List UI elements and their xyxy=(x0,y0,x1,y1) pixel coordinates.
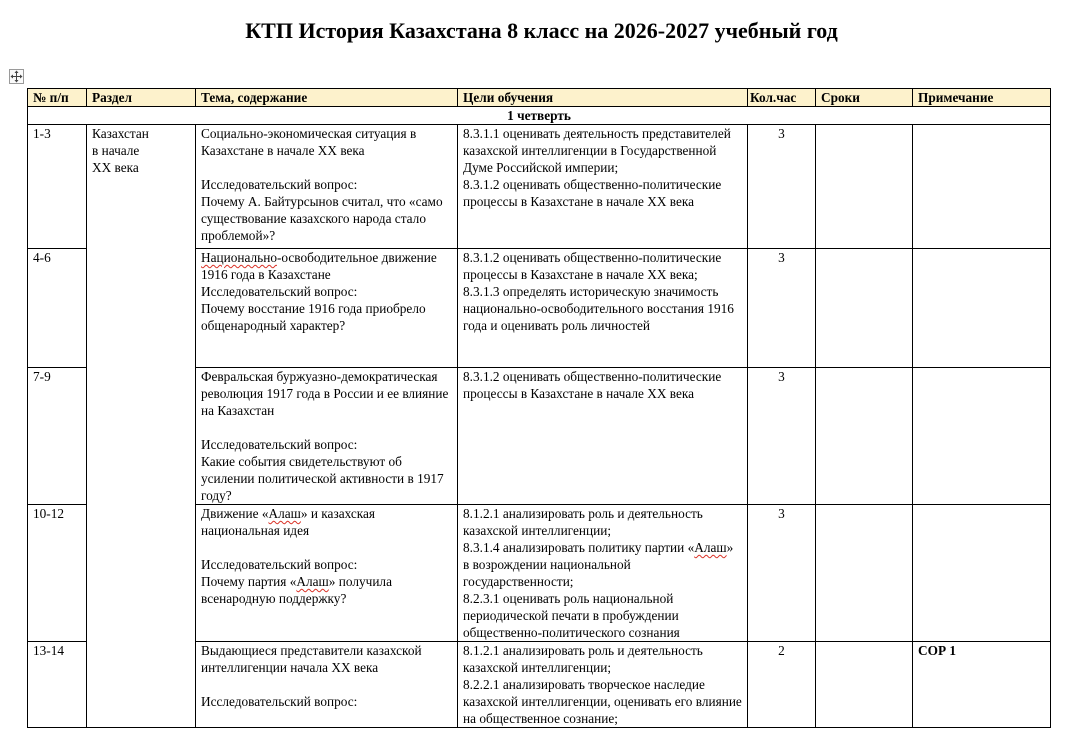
goals-cell: 8.1.2.1 анализировать роль и деятельность казахской интеллигенции; 8.2.2.1 анализировать творческое наследие казахской интеллигенции, оценивать его влияние на общественное сознание; xyxy=(458,642,748,728)
dates-cell xyxy=(816,505,913,642)
quarter-label: 1 четверть xyxy=(28,107,1051,125)
table-row xyxy=(28,642,1051,728)
goals-cell: 8.3.1.2 оценивать общественно-политические процессы в Казахстане в начале XX века xyxy=(458,368,748,505)
header-section: Раздел xyxy=(87,89,196,107)
plan-table xyxy=(27,88,1051,728)
header-number: № п/п xyxy=(28,89,87,107)
note-cell xyxy=(913,125,1051,249)
dates-cell xyxy=(816,249,913,368)
header-dates: Сроки xyxy=(816,89,913,107)
row-number: 4-6 xyxy=(28,249,87,368)
topic-cell: Выдающиеся представители казахской интеллигенции начала ХХ века Исследовательский вопрос: xyxy=(196,642,458,728)
hours-cell: 3 xyxy=(748,368,816,505)
topic-cell xyxy=(196,249,458,368)
table-header-row xyxy=(28,89,1051,107)
note-cell: СОР 1 xyxy=(913,642,1051,728)
table-row xyxy=(28,505,1051,642)
hours-cell: 3 xyxy=(748,505,816,642)
hours-cell: 3 xyxy=(748,125,816,249)
section-cell-continued xyxy=(87,368,196,505)
goals-text: 8.1.2.1 анализировать роль и деятельность казахской интеллигенции; 8.3.1.4 анализировать политику партии « xyxy=(463,506,703,555)
move-arrows-icon[interactable] xyxy=(9,69,24,84)
topic-cell xyxy=(196,505,458,642)
row-number: 7-9 xyxy=(28,368,87,505)
section-cell-continued xyxy=(87,642,196,728)
row-number: 13-14 xyxy=(28,642,87,728)
section-cell-continued xyxy=(87,249,196,368)
goals-cell: 8.3.1.2 оценивать общественно-политические процессы в Казахстане в начале XX века; 8.3.1.3 определять историческую значимость национально-освободительного восстания 1916 года и оценивать роль личностей xyxy=(458,249,748,368)
topic-cell: Февральская буржуазно-демократическая революция 1917 года в России и ее влияние на Казахстан Исследовательский вопрос: Какие события свидетельствуют об усилении политической активности в 1917 году? xyxy=(196,368,458,505)
spellcheck-word: Алаш xyxy=(694,540,727,555)
note-cell xyxy=(913,505,1051,642)
topic-text: Движение « xyxy=(201,506,269,521)
spellcheck-word: Алаш xyxy=(296,574,329,589)
dates-cell xyxy=(816,368,913,505)
note-cell xyxy=(913,249,1051,368)
section-cell-continued xyxy=(87,505,196,642)
dates-cell xyxy=(816,642,913,728)
goals-cell xyxy=(458,505,748,642)
header-hours: Кол.час xyxy=(748,89,816,107)
header-goals: Цели обучения xyxy=(458,89,748,107)
topic-cell: Социально-экономическая ситуация в Казахстане в начале ХХ века Исследовательский вопрос: Почему А. Байтурсынов считал, что «само существование казахского народа стало проблемой»? xyxy=(196,125,458,249)
hours-cell: 3 xyxy=(748,249,816,368)
hours-cell: 2 xyxy=(748,642,816,728)
quarter-row xyxy=(28,107,1051,125)
topic-text: » получила всенародную поддержку? xyxy=(201,574,392,606)
page-title: КТП История Казахстана 8 класс на 2026-2027 учебный год xyxy=(245,18,838,43)
goals-text: » в возрождении национальной государственности; 8.2.3.1 оценивать роль национальной периодической печати в пробуждении общественно-политического сознания xyxy=(463,540,734,640)
topic-text: -освободительное движение 1916 года в Казахстане Исследовательский вопрос: Почему восстание 1916 года приобрело общенародный характер? xyxy=(201,250,437,333)
goals-cell: 8.3.1.1 оценивать деятельность представителей казахской интеллигенции в Государственной Думе Российской империи; 8.3.1.2 оценивать общественно-политические процессы в Казахстане в начале XX века xyxy=(458,125,748,249)
header-note: Примечание xyxy=(913,89,1051,107)
spellcheck-word: Алаш xyxy=(268,506,301,521)
table-row xyxy=(28,368,1051,505)
section-cell: Казахстан в начале ХХ века xyxy=(87,125,196,249)
header-topic: Тема, содержание xyxy=(196,89,458,107)
dates-cell xyxy=(816,125,913,249)
table-row xyxy=(28,125,1051,249)
spellcheck-word: Национально xyxy=(201,250,277,265)
note-cell xyxy=(913,368,1051,505)
row-number: 10-12 xyxy=(28,505,87,642)
topic-text: » и казахская национальная идея Исследовательский вопрос: Почему партия « xyxy=(201,506,376,589)
table-row xyxy=(28,249,1051,368)
row-number: 1-3 xyxy=(28,125,87,249)
